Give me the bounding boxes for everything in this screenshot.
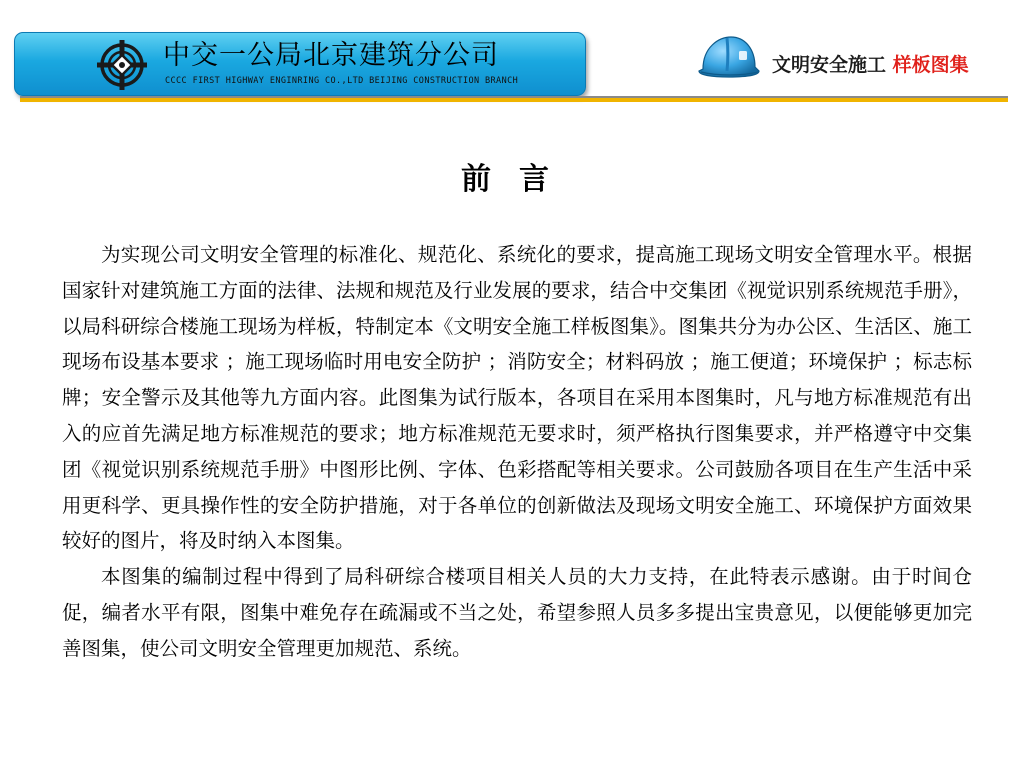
slogan-text	[772, 53, 969, 77]
company-name-cn: 中交一公局北京建筑分公司	[163, 40, 499, 71]
safety-helmet-icon	[697, 33, 761, 83]
cccc-logo-icon	[95, 38, 149, 92]
preface-body	[62, 237, 972, 667]
page-title: 前言	[461, 162, 577, 197]
slogan-part-2: 样板图集	[892, 54, 969, 76]
company-name-en: CCCC FIRST HIGHWAY ENGINRING CO.,LTD BEIJING CONSTRUCTION BRANCH	[165, 76, 519, 86]
header-divider-gold	[20, 98, 1008, 102]
slogan-part-1: 文明安全施工	[772, 54, 887, 76]
paragraph-1: 为实现公司文明安全管理的标准化、规范化、系统化的要求，提高施工现场文明安全管理水平。根据国家针对建筑施工方面的法律、法规和规范及行业发展的要求，结合中交集团《视觉识别系统规范手册》，以局科研综合楼施工现场为样板，特制定本《文明安全施工样板图集》。图集共分为办公区、生活区、施工现场布设基本要求 ；施工现场临时用电安全防护 ；消防安全；材料码放 ；施工便道；环境保护 ；标志标牌；安全警示及其他等九方面内容。此图集为试行版本，各项目在采用本图集时，凡与地方标准规范有出入的应首先满足地方标准规范的要求；地方标准规范无要求时，须严格执行图集要求，并严格遵守中交集团《视觉识别系统规范手册》中图形比例、字体、色彩搭配等相关要求。公司鼓励各项目在生产生活中采用更科学、更具操作性的安全防护措施，对于各单位的创新做法及现场文明安全施工、环境保护方面效果较好的图片，将及时纳入本图集。	[62, 243, 972, 553]
paragraph-2: 本图集的编制过程中得到了局科研综合楼项目相关人员的大力支持，在此特表示感谢。由于时间仓促，编者水平有限，图集中难免存在疏漏或不当之处，希望参照人员多多提出宝贵意见，以便能够更加完善图集，使公司文明安全管理更加规范、系统。	[62, 565, 972, 660]
header-banner	[14, 32, 586, 96]
